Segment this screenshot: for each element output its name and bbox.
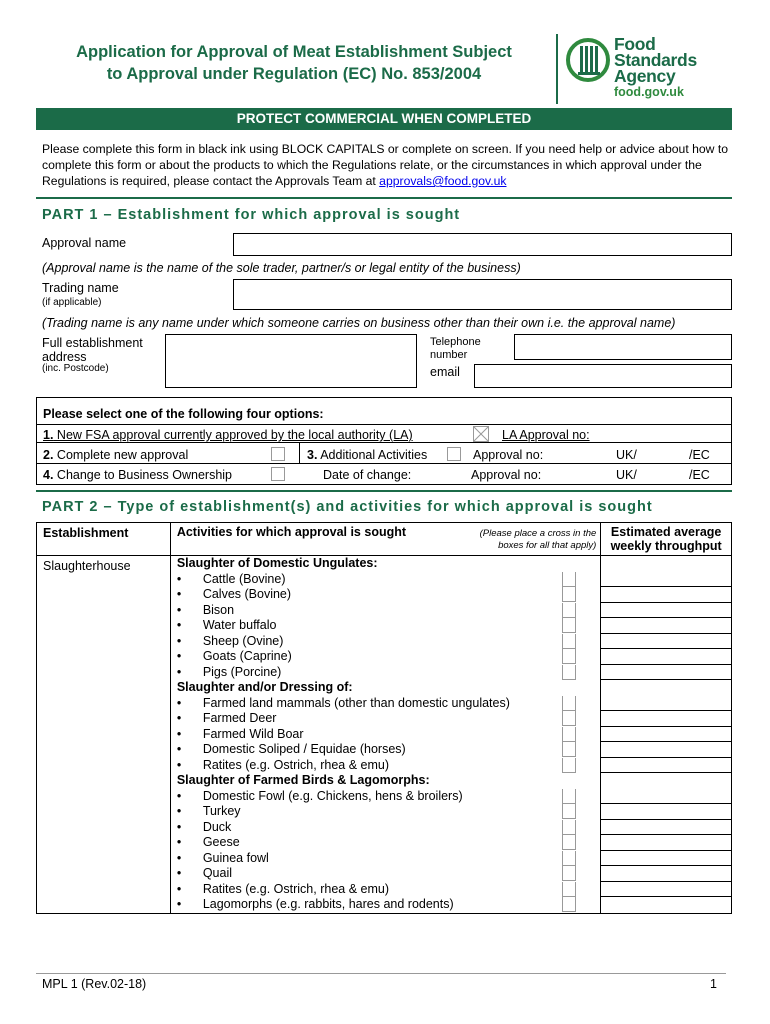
- activity-category-label: Slaughter and/or Dressing of:: [176, 680, 353, 694]
- activity-item: [171, 820, 600, 836]
- throughput-input[interactable]: [601, 572, 731, 588]
- activity-item-label: Pigs (Porcine): [202, 664, 282, 679]
- telephone-label-line2: number: [430, 349, 468, 361]
- activity-item: [171, 835, 600, 851]
- footer-rule: [36, 973, 726, 974]
- throughput-column: [601, 556, 732, 914]
- bullet-icon: •: [176, 819, 182, 834]
- address-label-line1: Full establishment: [42, 336, 143, 350]
- activity-item-label: Sheep (Ovine): [202, 633, 284, 648]
- activity-item-label: Farmed land mammals (other than domestic ungulates): [202, 695, 510, 710]
- activity-checkbox[interactable]: [562, 603, 576, 618]
- throughput-input[interactable]: [601, 618, 731, 634]
- option-3-number: 3.: [307, 448, 318, 462]
- fsa-fork-logo-icon: [566, 32, 610, 94]
- intro-paragraph: [42, 141, 732, 189]
- throughput-spacer: [601, 556, 731, 572]
- option-3-ec-suffix: /EC: [689, 448, 710, 462]
- activity-category: [171, 556, 600, 572]
- trading-name-label: Trading name: [42, 281, 119, 295]
- throughput-input[interactable]: [601, 897, 731, 913]
- activity-item-label: Calves (Bovine): [202, 587, 292, 601]
- options-heading: Please select one of the following four options:: [43, 407, 324, 421]
- option-4-ec-suffix: /EC: [689, 468, 710, 482]
- activity-checkbox[interactable]: [562, 634, 576, 649]
- fsa-logo-url: food.gov.uk: [614, 85, 684, 99]
- activity-checkbox[interactable]: [562, 758, 576, 773]
- bullet-icon: •: [176, 835, 182, 849]
- activity-item-label: Lagomorphs (e.g. rabbits, hares and rodents): [202, 897, 454, 911]
- activity-checkbox[interactable]: [562, 882, 576, 897]
- activity-item-label: Water buffalo: [202, 618, 277, 632]
- part1-top-rule: [36, 197, 732, 199]
- activities-list: [170, 556, 600, 914]
- activity-item-label: Bison: [202, 602, 235, 617]
- throughput-input[interactable]: [601, 587, 731, 603]
- email-input[interactable]: [474, 364, 732, 388]
- throughput-input[interactable]: [601, 882, 731, 898]
- bullet-icon: •: [176, 742, 182, 756]
- activity-checkbox[interactable]: [562, 897, 576, 912]
- col-activities-header: [170, 523, 600, 556]
- trading-name-note: (Trading name is any name under which someone carries on business other than their own i.e. the approval name): [42, 316, 676, 330]
- activity-item-label: Farmed Deer: [202, 711, 277, 725]
- bullet-icon: •: [176, 649, 182, 663]
- email-label: email: [430, 365, 460, 379]
- option-3-label: [307, 448, 427, 462]
- form-title: [38, 41, 550, 85]
- activity-item: [171, 618, 600, 634]
- throughput-input[interactable]: [601, 820, 731, 836]
- logo-line-agency: Agency: [614, 66, 676, 86]
- throughput-spacer: [601, 680, 731, 696]
- activity-checkbox[interactable]: [562, 696, 576, 711]
- address-label: [42, 336, 143, 364]
- throughput-input[interactable]: [601, 727, 731, 743]
- bullet-icon: •: [176, 866, 182, 880]
- throughput-input[interactable]: [601, 649, 731, 665]
- bullet-icon: •: [176, 618, 182, 632]
- activity-item: [171, 696, 600, 712]
- col-activities-title: Activities for which approval is sought: [176, 525, 407, 539]
- bullet-icon: •: [176, 881, 182, 896]
- option-4-text: Change to Business Ownership: [53, 468, 233, 482]
- option-1-checkbox[interactable]: [473, 426, 489, 442]
- approval-options-box: [36, 397, 732, 485]
- throughput-input[interactable]: [601, 804, 731, 820]
- telephone-label: [430, 336, 481, 362]
- bullet-icon: •: [176, 711, 182, 725]
- activity-item: [171, 665, 600, 681]
- approval-name-input[interactable]: [233, 233, 732, 256]
- approval-name-label: Approval name: [42, 236, 127, 250]
- activity-item-label: Turkey: [202, 804, 241, 818]
- activity-checkbox[interactable]: [562, 587, 576, 602]
- option-3-checkbox[interactable]: [447, 447, 461, 461]
- part1-heading: PART 1 – Establishment for which approval is sought: [42, 207, 461, 223]
- activity-checkbox[interactable]: [562, 789, 576, 804]
- approvals-email-link[interactable]: approvals@food.gov.uk: [379, 174, 507, 188]
- activity-checkbox[interactable]: [562, 866, 576, 881]
- address-sub: (inc. Postcode): [42, 363, 109, 374]
- activity-item: [171, 603, 600, 619]
- option-4-uk-prefix: UK/: [616, 468, 637, 482]
- activity-checkbox[interactable]: [562, 835, 576, 850]
- activity-item: [171, 634, 600, 650]
- intro-text: Please complete this form in black ink using BLOCK CAPITALS or complete on screen. If you need help or advice about how to complete this form or about the products to which the Regulations relate, or the circumstances in which approval under the Regulations is required, please contact the Approvals Team at: [42, 142, 729, 188]
- bullet-icon: •: [176, 571, 182, 586]
- logo-line-food: Food: [614, 34, 656, 54]
- throughput-input[interactable]: [601, 742, 731, 758]
- activity-item: [171, 742, 600, 758]
- col-activities-note: [480, 528, 597, 552]
- activity-item: [171, 572, 600, 588]
- activity-item: [171, 804, 600, 820]
- activity-category: [171, 680, 600, 696]
- address-input[interactable]: [165, 334, 417, 388]
- activity-item-label: Duck: [202, 819, 232, 834]
- activity-item: [171, 866, 600, 882]
- establishment-name: Slaughterhouse: [37, 556, 171, 914]
- activity-checkbox[interactable]: [562, 649, 576, 664]
- option-3-text: Additional Activities: [317, 448, 428, 462]
- col-throughput-header: [601, 523, 732, 556]
- throughput-input[interactable]: [601, 851, 731, 867]
- option-divider-vertical: [299, 442, 300, 463]
- activity-checkbox[interactable]: [562, 820, 576, 835]
- activity-item-label: Goats (Caprine): [202, 649, 292, 663]
- options-divider-1: [37, 424, 731, 425]
- option-1-text: New FSA approval currently approved by the local authority (LA): [53, 428, 413, 442]
- option-2-checkbox[interactable]: [271, 447, 285, 461]
- option-2-number: 2.: [43, 448, 54, 462]
- activity-item: [171, 727, 600, 743]
- option-4-checkbox[interactable]: [271, 467, 285, 481]
- protect-banner: PROTECT COMMERCIAL WHEN COMPLETED: [36, 108, 732, 130]
- option-2-text: Complete new approval: [53, 448, 189, 462]
- options-divider-3: [37, 463, 731, 464]
- activity-item: [171, 587, 600, 603]
- activity-category: [171, 773, 600, 789]
- option-1-la-approval-label: LA Approval no:: [502, 428, 590, 442]
- option-3-approval-label: Approval no:: [473, 448, 544, 462]
- bullet-icon: •: [176, 804, 182, 818]
- bullet-icon: •: [176, 664, 182, 679]
- activity-category-label: Slaughter of Farmed Birds & Lagomorphs:: [176, 773, 430, 787]
- bullet-icon: •: [176, 757, 182, 772]
- throughput-input[interactable]: [601, 603, 731, 619]
- activity-item-label: Ratites (e.g. Ostrich, rhea & emu): [202, 881, 389, 896]
- bullet-icon: •: [176, 897, 182, 911]
- approval-name-note: (Approval name is the name of the sole trader, partner/s or legal entity of the business): [42, 261, 521, 275]
- option-4-date-label: Date of change:: [323, 468, 412, 482]
- options-divider-2: [37, 442, 731, 443]
- col-establishment-header: Establishment: [37, 523, 171, 556]
- telephone-label-line1: Telephone: [430, 336, 481, 348]
- fsa-logo: [566, 32, 746, 104]
- activity-item-label: Cattle (Bovine): [202, 571, 286, 586]
- option-3-uk-prefix: UK/: [616, 448, 637, 462]
- trading-name-input[interactable]: [233, 279, 732, 310]
- bullet-icon: •: [176, 587, 182, 601]
- part2-top-rule: [36, 490, 732, 492]
- telephone-input[interactable]: [514, 334, 732, 360]
- part2-heading: PART 2 – Type of establishment(s) and activities for which approval is sought: [42, 499, 653, 515]
- bullet-icon: •: [176, 695, 182, 710]
- activity-item: [171, 897, 600, 913]
- activity-checkbox[interactable]: [562, 572, 576, 587]
- form-title-line1: Application for Approval of Meat Establishment Subject: [76, 43, 512, 61]
- establishment-table: [36, 522, 732, 914]
- activity-checkbox[interactable]: [562, 804, 576, 819]
- activity-item-label: Domestic Soliped / Equidae (horses): [202, 742, 406, 756]
- activity-item: [171, 882, 600, 898]
- establishment-table-header: [37, 523, 732, 556]
- throughput-input[interactable]: [601, 758, 731, 774]
- page-number: 1: [710, 977, 717, 991]
- throughput-input[interactable]: [601, 665, 731, 681]
- option-1-label: [43, 428, 413, 442]
- bullet-icon: •: [176, 726, 182, 741]
- activity-checkbox[interactable]: [562, 618, 576, 633]
- fsa-logo-wordmark: [614, 36, 697, 84]
- activity-item: [171, 649, 600, 665]
- throughput-input[interactable]: [601, 789, 731, 805]
- form-title-line2: to Approval under Regulation (EC) No. 853/2004: [106, 65, 482, 83]
- activity-checkbox[interactable]: [562, 742, 576, 757]
- activity-item-label: Farmed Wild Boar: [202, 726, 304, 741]
- col-note-line2: boxes for all that apply): [498, 540, 597, 551]
- address-label-line2: address: [42, 350, 87, 364]
- activity-item-label: Ratites (e.g. Ostrich, rhea & emu): [202, 757, 389, 772]
- option-4-number: 4.: [43, 468, 54, 482]
- col-throughput-line1: Estimated average: [610, 525, 722, 539]
- option-1-number: 1.: [43, 428, 54, 442]
- bullet-icon: •: [176, 850, 182, 865]
- activity-item: [171, 758, 600, 774]
- activity-category-label: Slaughter of Domestic Ungulates:: [176, 556, 378, 570]
- throughput-input[interactable]: [601, 866, 731, 882]
- activity-checkbox[interactable]: [562, 851, 576, 866]
- bullet-icon: •: [176, 788, 182, 803]
- option-4-approval-label: Approval no:: [471, 468, 542, 482]
- throughput-input[interactable]: [601, 696, 731, 712]
- activity-item-label: Quail: [202, 866, 232, 880]
- bullet-icon: •: [176, 633, 182, 648]
- throughput-input[interactable]: [601, 634, 731, 650]
- throughput-input[interactable]: [601, 835, 731, 851]
- form-reference: MPL 1 (Rev.02-18): [42, 977, 147, 991]
- activity-item-label: Geese: [202, 835, 240, 849]
- col-note-line1: (Please place a cross in the: [479, 528, 597, 539]
- trading-name-sub: (if applicable): [42, 297, 102, 308]
- activity-item-label: Domestic Fowl (e.g. Chickens, hens & broilers): [202, 788, 463, 803]
- col-throughput-line2: weekly throughput: [610, 539, 722, 553]
- activity-checkbox[interactable]: [562, 711, 576, 726]
- activity-item: [171, 851, 600, 867]
- throughput-input[interactable]: [601, 711, 731, 727]
- slaughterhouse-row: [37, 556, 732, 914]
- option-2-label: [43, 448, 188, 462]
- activity-item-label: Guinea fowl: [202, 850, 269, 865]
- bullet-icon: •: [176, 602, 182, 617]
- option-4-label: [43, 468, 232, 482]
- activity-checkbox[interactable]: [562, 665, 576, 680]
- activity-checkbox[interactable]: [562, 727, 576, 742]
- header-divider: [556, 34, 558, 104]
- activity-item: [171, 711, 600, 727]
- logo-line-standards: Standards: [614, 50, 697, 70]
- throughput-spacer: [601, 773, 731, 789]
- activity-item: [171, 789, 600, 805]
